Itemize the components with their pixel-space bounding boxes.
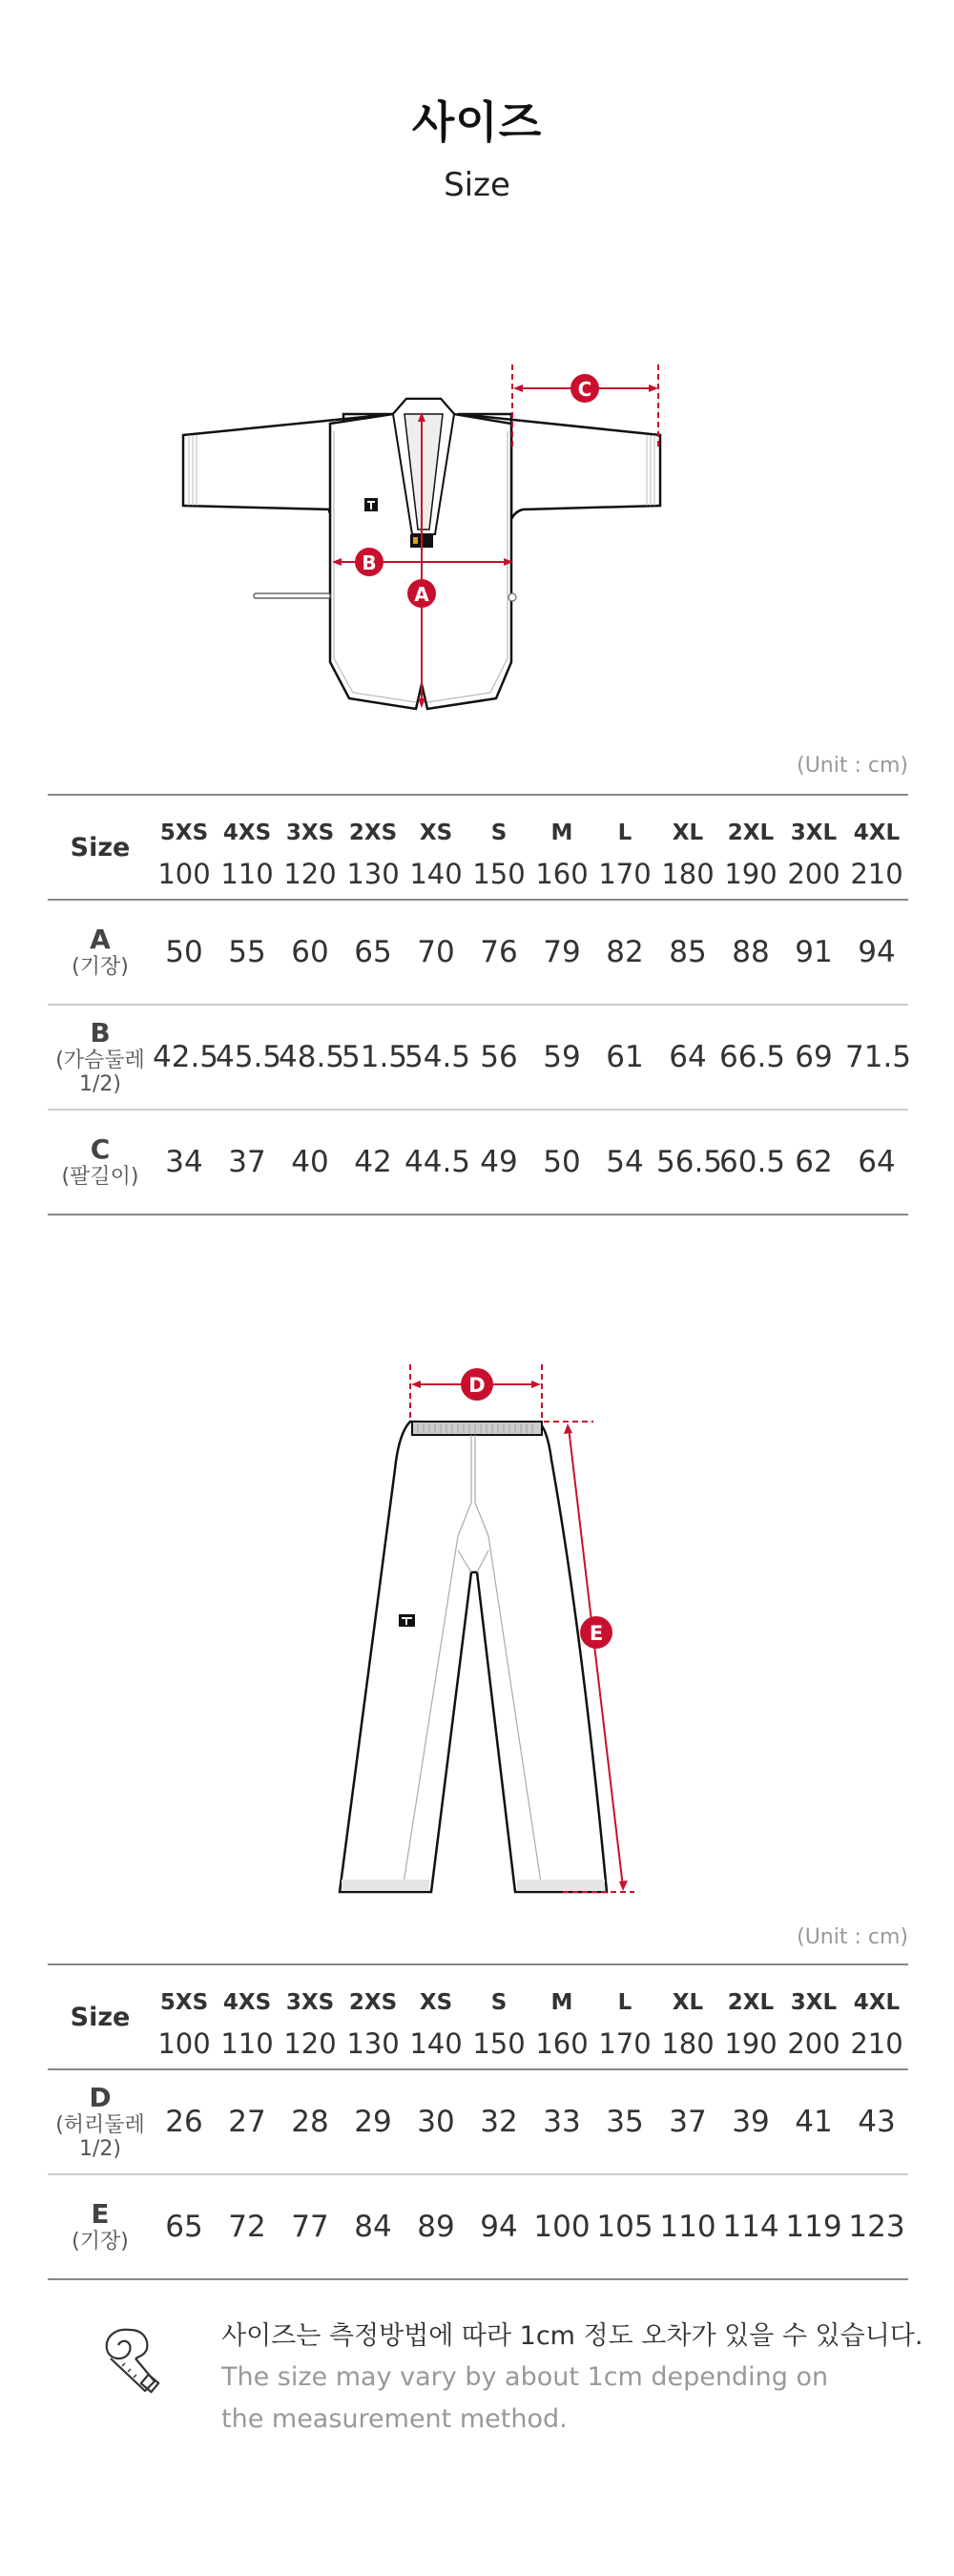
cell: 64 (656, 1005, 719, 1110)
height-col: 150 (467, 849, 530, 900)
size-col: XL (672, 1990, 704, 2015)
measuring-tape-icon (101, 2322, 168, 2399)
cell: 29 (342, 2069, 404, 2174)
size-col: 4XS (222, 821, 272, 845)
cell: 34 (153, 1110, 216, 1215)
cell: 39 (719, 2069, 782, 2174)
cell: 100 (530, 2174, 593, 2279)
cell: 89 (404, 2174, 467, 2279)
cell: 49 (467, 1110, 530, 1215)
height-col: 190 (719, 849, 782, 900)
height-col: 210 (845, 2019, 908, 2069)
row-letter: D (89, 2081, 112, 2113)
cell: 61 (593, 1005, 656, 1110)
height-col: 200 (782, 2019, 845, 2069)
cell: 54 (593, 1110, 656, 1215)
row-letter: B (90, 1016, 111, 1049)
marker-e: E (589, 1622, 604, 1645)
cell: 119 (782, 2174, 845, 2279)
pants-size-table (48, 1963, 908, 2280)
marker-c: C (577, 378, 592, 401)
cell: 32 (467, 2069, 530, 2174)
note-korean: 사이즈는 측정방법에 따라 1cm 정도 오차가 있을 수 있습니다. (221, 2321, 923, 2351)
cell: 26 (153, 2069, 216, 2174)
cell: 64 (845, 1110, 908, 1215)
cell: 60.5 (719, 1110, 782, 1215)
size-col: 4XL (853, 821, 901, 845)
table-row-e (48, 2174, 908, 2279)
cell: 27 (216, 2069, 279, 2174)
height-col: 110 (216, 849, 279, 900)
height-col: 190 (719, 2019, 782, 2069)
cell: 91 (782, 900, 845, 1005)
height-col: 200 (782, 849, 845, 900)
table-row-d (48, 2069, 908, 2174)
marker-a: A (414, 583, 429, 606)
cell: 35 (593, 2069, 656, 2174)
size-col: 4XS (222, 1990, 272, 2015)
size-col: 2XL (727, 821, 775, 845)
cell: 50 (153, 900, 216, 1005)
cell: 40 (279, 1110, 342, 1215)
cell: 79 (530, 900, 593, 1005)
cell: 110 (656, 2174, 719, 2279)
size-col: 4XL (853, 1990, 901, 2015)
cell: 114 (719, 2174, 782, 2279)
marker-b: B (362, 551, 377, 574)
size-col: S (490, 1990, 508, 2015)
cell: 59 (530, 1005, 593, 1110)
height-col: 170 (593, 2019, 656, 2069)
cell: 42.5 (153, 1005, 216, 1110)
cell: 62 (782, 1110, 845, 1215)
height-col: 180 (656, 849, 719, 900)
height-col: 100 (153, 2019, 216, 2069)
cell: 123 (845, 2174, 908, 2279)
size-col: S (490, 821, 508, 845)
size-col: 3XL (790, 1990, 838, 2015)
size-header-label: Size (48, 1964, 153, 2069)
cell: 105 (593, 2174, 656, 2279)
size-col: 2XS (348, 1990, 398, 2015)
size-col: 2XS (348, 821, 398, 845)
size-col: 5XS (159, 821, 209, 845)
height-col: 160 (530, 2019, 593, 2069)
cell: 69 (782, 1005, 845, 1110)
row-desc: (기장) (72, 2230, 129, 2254)
cell: 82 (593, 900, 656, 1005)
cell: 51.5 (342, 1005, 404, 1110)
row-letter: C (90, 1133, 111, 1166)
pants-unit-label: (Unit : cm) (797, 1925, 908, 1949)
height-col: 160 (530, 849, 593, 900)
jacket-size-table (48, 794, 912, 1215)
height-col: 150 (467, 2019, 530, 2069)
row-desc: (기장) (72, 955, 129, 980)
cell: 71.5 (845, 1005, 908, 1110)
cell: 88 (719, 900, 782, 1005)
jacket-diagram (172, 343, 782, 725)
size-col: 3XL (790, 821, 838, 845)
cell: 94 (467, 2174, 530, 2279)
cell: 72 (216, 2174, 279, 2279)
cell: 54.5 (404, 1005, 467, 1110)
size-header-label: Size (48, 795, 153, 900)
row-desc: (팔길이) (61, 1165, 139, 1190)
size-col: M (550, 821, 573, 845)
cell: 65 (342, 900, 404, 1005)
height-col: 210 (845, 849, 908, 900)
cell: 94 (845, 900, 908, 1005)
cell: 30 (404, 2069, 467, 2174)
cell: 84 (342, 2174, 404, 2279)
pants-diagram (315, 1345, 639, 1908)
cell: 70 (404, 900, 467, 1005)
size-col: XS (419, 1990, 453, 2015)
size-col: 3XS (285, 1990, 335, 2015)
cell: 48.5 (279, 1005, 342, 1110)
note-english: The size may vary by about 1cm depending on the measurement method. (221, 2362, 829, 2434)
table-row-c (48, 1110, 908, 1215)
page-title: 사이즈 (411, 96, 543, 148)
cell: 28 (279, 2069, 342, 2174)
cell: 33 (530, 2069, 593, 2174)
size-col: 3XS (285, 821, 335, 845)
size-col: L (617, 821, 633, 845)
marker-d: D (468, 1374, 486, 1397)
cell: 85 (656, 900, 719, 1005)
row-letter: A (90, 924, 111, 956)
size-col: XL (672, 821, 704, 845)
page-subtitle: Size (444, 166, 510, 204)
row-letter: E (91, 2198, 110, 2231)
cell: 42 (342, 1110, 404, 1215)
cell: 37 (216, 1110, 279, 1215)
height-col: 140 (404, 849, 467, 900)
cell: 45.5 (216, 1005, 279, 1110)
row-desc: (허리둘레 1/2) (55, 2112, 145, 2162)
size-col: L (617, 1990, 633, 2015)
table-row-b (48, 1005, 908, 1110)
height-col: 120 (279, 2019, 342, 2069)
jacket-unit-label: (Unit : cm) (797, 754, 908, 778)
cell: 76 (467, 900, 530, 1005)
cell: 56.5 (656, 1110, 719, 1215)
cell: 77 (279, 2174, 342, 2279)
height-col: 100 (153, 849, 216, 900)
table-row-a (48, 900, 908, 1005)
size-col: 2XL (727, 1990, 775, 2015)
row-desc: (가슴둘레 1/2) (55, 1048, 145, 1097)
cell: 37 (656, 2069, 719, 2174)
height-col: 110 (216, 2019, 279, 2069)
size-col: 5XS (159, 1990, 209, 2015)
height-col: 120 (279, 849, 342, 900)
cell: 44.5 (404, 1110, 467, 1215)
cell: 55 (216, 900, 279, 1005)
size-col: XS (419, 821, 453, 845)
cell: 56 (467, 1005, 530, 1110)
cell: 41 (782, 2069, 845, 2174)
cell: 43 (845, 2069, 908, 2174)
cell: 66.5 (719, 1005, 782, 1110)
height-col: 130 (342, 2019, 404, 2069)
height-col: 170 (593, 849, 656, 900)
cell: 65 (153, 2174, 216, 2279)
height-col: 140 (404, 2019, 467, 2069)
size-col: M (550, 1990, 573, 2015)
height-col: 180 (656, 2019, 719, 2069)
height-col: 130 (342, 849, 404, 900)
cell: 50 (530, 1110, 593, 1215)
cell: 60 (279, 900, 342, 1005)
